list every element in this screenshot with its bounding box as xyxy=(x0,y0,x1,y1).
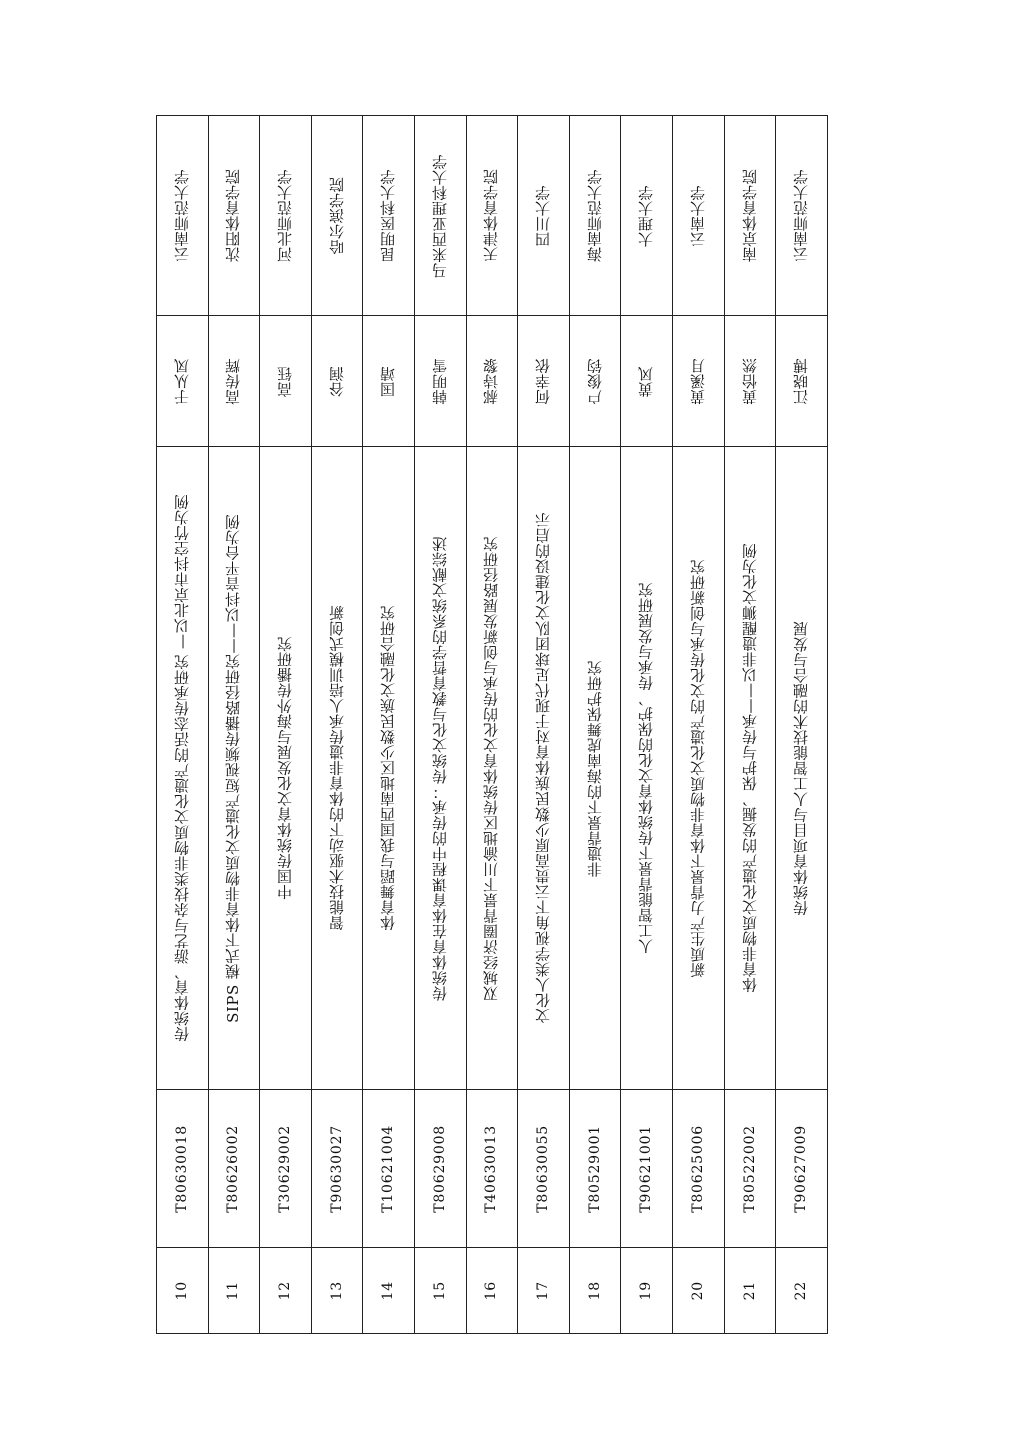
person-cell: 高钰 xyxy=(260,315,311,446)
table-row xyxy=(363,116,415,1333)
code-cell: T80529001 xyxy=(570,1089,621,1247)
table-row xyxy=(467,116,519,1333)
code-cell: T80625006 xyxy=(673,1089,724,1247)
table-row xyxy=(518,116,570,1333)
institution-cell: 昆明医科大学 xyxy=(379,169,398,262)
title-cell: 中国传统体育文化发展与海外传播研究 xyxy=(260,446,311,1089)
table-row xyxy=(415,116,467,1333)
code-cell: T30629002 xyxy=(260,1089,311,1247)
number-cell: 14 xyxy=(363,1247,414,1333)
number-cell: 22 xyxy=(776,1247,827,1333)
title-cell: 体育非物质文化遗产的发掘、保护与传承——以非遗醒狮文化为例 xyxy=(725,446,776,1089)
number-cell: 15 xyxy=(415,1247,466,1333)
number-cell: 20 xyxy=(673,1247,724,1333)
institution-cell: 云南师范大学 xyxy=(172,169,191,262)
institution-cell: 天津体育学院 xyxy=(482,169,501,262)
number-cell: 21 xyxy=(725,1247,776,1333)
institution-cell: 大理大学 xyxy=(637,184,656,247)
table-row xyxy=(157,116,209,1333)
institution-cell: 河北师范大学 xyxy=(276,169,295,262)
title-cell: 智能技术驱动下的体育非遗传承人培训模式创新 xyxy=(312,446,363,1089)
code-cell: T80630055 xyxy=(518,1089,569,1247)
code-cell: T80630018 xyxy=(157,1089,208,1247)
title-cell: 非遗背景下的海南虎舞保护研究 xyxy=(570,446,621,1089)
institution-cell: 马来西亚理科大学 xyxy=(430,153,449,278)
table-row xyxy=(570,116,622,1333)
title-cell: SIPS 模式下体育非物质文化遗产短视频传播路径研究——以抖音平台为例 xyxy=(209,446,260,1089)
number-cell: 10 xyxy=(157,1247,208,1333)
code-cell: T90627009 xyxy=(776,1089,827,1247)
table-row xyxy=(312,116,364,1333)
number-cell: 17 xyxy=(518,1247,569,1333)
person-cell: 高传辉 xyxy=(209,315,260,446)
person-cell: 韩明雪 xyxy=(415,315,466,446)
code-cell: T90621001 xyxy=(621,1089,672,1247)
person-cell: 黄风 xyxy=(621,315,672,446)
institution-cell: 海南师范大学 xyxy=(585,169,604,262)
table-row xyxy=(673,116,725,1333)
number-cell: 13 xyxy=(312,1247,363,1333)
table-row xyxy=(209,116,261,1333)
title-cell: 双城经济圈背景下川渝地区传统体育文化的传承与创新发展路径研究 xyxy=(467,446,518,1089)
table-row xyxy=(776,116,827,1333)
person-cell: 于从凤 xyxy=(157,315,208,446)
table-row xyxy=(621,116,673,1333)
title-cell: 体育舞蹈与我国西南地区少数民族文化融合研究 xyxy=(363,446,414,1089)
title-cell: 新质生产力背景下体育非物质文化遗产的文化传承与创新研究 xyxy=(673,446,724,1089)
code-cell: T40630013 xyxy=(467,1089,518,1247)
person-cell: 户俊钧 xyxy=(570,315,621,446)
person-cell: 何幸依 xyxy=(518,315,569,446)
code-cell: T90630027 xyxy=(312,1089,363,1247)
title-cell: 传统体育在体育课程中的传承：传统文化与教育哲学的系统文献综述 xyxy=(415,446,466,1089)
number-cell: 19 xyxy=(621,1247,672,1333)
institution-cell: 南京体育学院 xyxy=(740,169,759,262)
person-cell: 谷润 xyxy=(312,315,363,446)
person-cell: 郝诗黎 xyxy=(467,315,518,446)
number-cell: 18 xyxy=(570,1247,621,1333)
person-cell: 国靖 xyxy=(363,315,414,446)
data-table xyxy=(156,115,828,1334)
title-cell: 传统体育项目与人工智能技术的融合与发展 xyxy=(776,446,827,1089)
number-cell: 11 xyxy=(209,1247,260,1333)
institution-cell: 沈阳体育学院 xyxy=(224,169,243,262)
title-cell: 人工智能背景下传统体育文化的保护、传承与发展研究 xyxy=(621,446,672,1089)
code-cell: T10621004 xyxy=(363,1089,414,1247)
code-cell: T80626002 xyxy=(209,1089,260,1247)
code-cell: T80522002 xyxy=(725,1089,776,1247)
title-cell: 文化人类学视角下云贵高原少数民族体育对于现代足球团队文化建设的启示 xyxy=(518,446,569,1089)
number-cell: 16 xyxy=(467,1247,518,1333)
person-cell: 江晓博 xyxy=(776,315,827,446)
table-row xyxy=(725,116,777,1333)
number-cell: 12 xyxy=(260,1247,311,1333)
institution-cell: 云南师范大学 xyxy=(792,169,811,262)
table-row xyxy=(260,116,312,1333)
institution-cell: 哈尔滨学院 xyxy=(327,176,346,255)
institution-cell: 云南大学 xyxy=(688,184,707,247)
title-cell: 传统体育、游艺与杂技类非物质文化遗产的活态传承研究 —以北京市抖空竹为例 xyxy=(157,446,208,1089)
code-cell: T80629008 xyxy=(415,1089,466,1247)
person-cell: 黄溪月 xyxy=(673,315,724,446)
institution-cell: 四川大学 xyxy=(534,184,553,247)
person-cell: 黄怡然 xyxy=(725,315,776,446)
